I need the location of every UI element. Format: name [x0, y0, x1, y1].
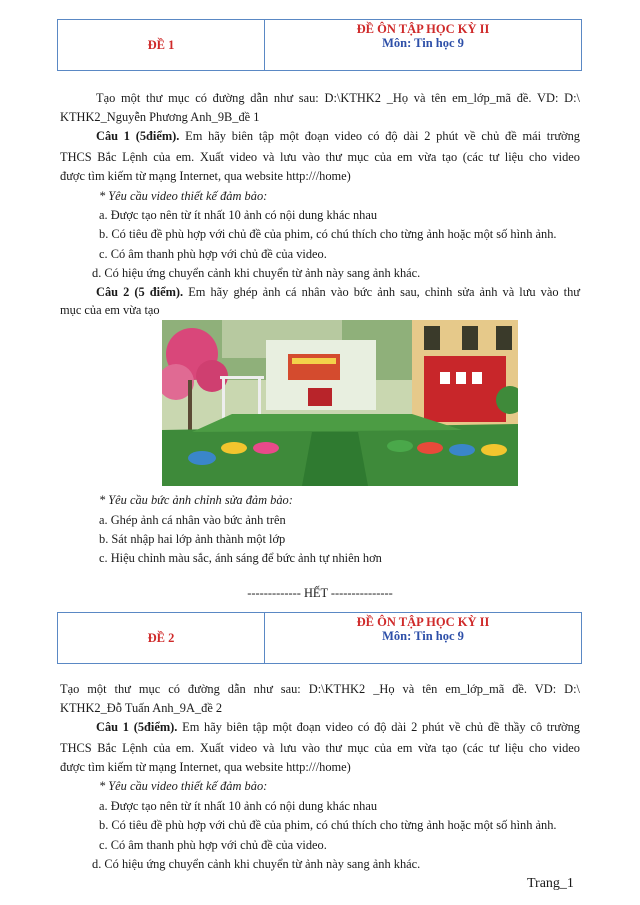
intro-line: KTHK2_Đỗ Tuấn Anh_9A_đề 2 [60, 701, 223, 715]
intro-line: Tạo một thư mục có đường dẫn như sau: D:\KTHK2 _Họ và tên em_lớp_mã đề. VD: D:\ [96, 91, 580, 105]
requirement-item: c. Hiệu chỉnh màu sắc, ánh sáng để bức ảnh tự nhiên hơn [99, 551, 382, 565]
requirement-item: b. Có tiêu đề phù hợp với chủ đề của phim, có chú thích cho từng ảnh hoặc một số hình ảnh. [99, 818, 557, 832]
exam-header-1 [57, 19, 582, 71]
requirement-item: a. Được tạo nên từ ít nhất 10 ảnh có nội dung khác nhau [99, 208, 378, 222]
exam-subject: Môn: Tin học 9 [382, 629, 464, 643]
requirement-heading: * Yêu cầu bức ảnh chỉnh sửa đảm bảo: [99, 493, 293, 507]
exam-label: ĐỀ 2 [58, 613, 265, 663]
question-text: THCS Bắc Lệnh của em. Xuất video và lưu vào thư mục của em vừa tạo (các tư liệu cho video [60, 741, 580, 755]
requirement-item: c. Có âm thanh phù hợp với chủ đề của video. [99, 838, 327, 852]
end-marker: ------------- HẾT --------------- [247, 586, 393, 600]
exam-title-block [265, 613, 581, 663]
requirement-item: d. Có hiệu ứng chuyển cảnh khi chuyển từ ảnh này sang ảnh khác. [92, 857, 421, 871]
question-1 [96, 128, 580, 144]
question-text: mục của em vừa tạo [60, 303, 160, 317]
requirement-item: d. Có hiệu ứng chuyển cảnh khi chuyển từ ảnh này sang ảnh khác. [92, 266, 421, 280]
exam-header-2 [57, 612, 582, 664]
question-1 [96, 719, 580, 735]
exam-title: ĐỀ ÔN TẬP HỌC KỲ II [356, 22, 490, 36]
school-yard-photo [162, 320, 518, 486]
requirement-item: b. Sát nhập hai lớp ảnh thành một lớp [99, 532, 286, 546]
question-text: được tìm kiếm từ mạng Internet, qua website http:///home) [60, 169, 351, 183]
requirement-item: a. Được tạo nên từ ít nhất 10 ảnh có nội dung khác nhau [99, 799, 378, 813]
question-label: Câu 1 (5điểm). [96, 129, 180, 143]
question-label: Câu 1 (5điểm). [96, 720, 178, 734]
question-text: được tìm kiếm từ mạng Internet, qua website http:///home) [60, 760, 351, 774]
question-text: THCS Bắc Lệnh của em. Xuất video và lưu vào thư mục của em vừa tạo (các tư liệu cho video [60, 150, 580, 164]
requirement-item: b. Có tiêu đề phù hợp với chủ đề của phim, có chú thích cho từng ảnh hoặc một số hình ảnh. [99, 227, 557, 241]
question-2 [96, 284, 580, 300]
requirement-heading: * Yêu cầu video thiết kế đảm bảo: [99, 779, 268, 793]
question-label: Câu 2 (5 điểm). [96, 285, 184, 299]
exam-subject: Môn: Tin học 9 [382, 36, 464, 50]
exam-label: ĐỀ 1 [58, 20, 265, 70]
requirement-item: a. Ghép ảnh cá nhân vào bức ảnh trên [99, 513, 286, 527]
question-text: Em hãy biên tập một đoạn video có độ dài 2 phút về chủ đề mái trường [185, 129, 580, 143]
exam-title: ĐỀ ÔN TẬP HỌC KỲ II [356, 615, 490, 629]
requirement-item: c. Có âm thanh phù hợp với chủ đề của video. [99, 247, 327, 261]
question-text: Em hãy ghép ảnh cá nhân vào bức ảnh sau, chỉnh sửa ảnh và lưu vào thư [188, 285, 580, 299]
question-text: Em hãy biên tập một đoạn video có độ dài 2 phút về chủ đề thầy cô trường [182, 720, 580, 734]
requirement-heading: * Yêu cầu video thiết kế đảm bảo: [99, 189, 268, 203]
intro-line: KTHK2_Nguyễn Phương Anh_9B_đề 1 [60, 110, 260, 124]
exam-title-block [265, 20, 581, 70]
intro-line: Tạo một thư mục có đường dẫn như sau: D:\KTHK2 _Họ và tên em_lớp_mã đề. VD: D:\ [60, 682, 580, 696]
page-number: Trang_1 [527, 876, 574, 891]
